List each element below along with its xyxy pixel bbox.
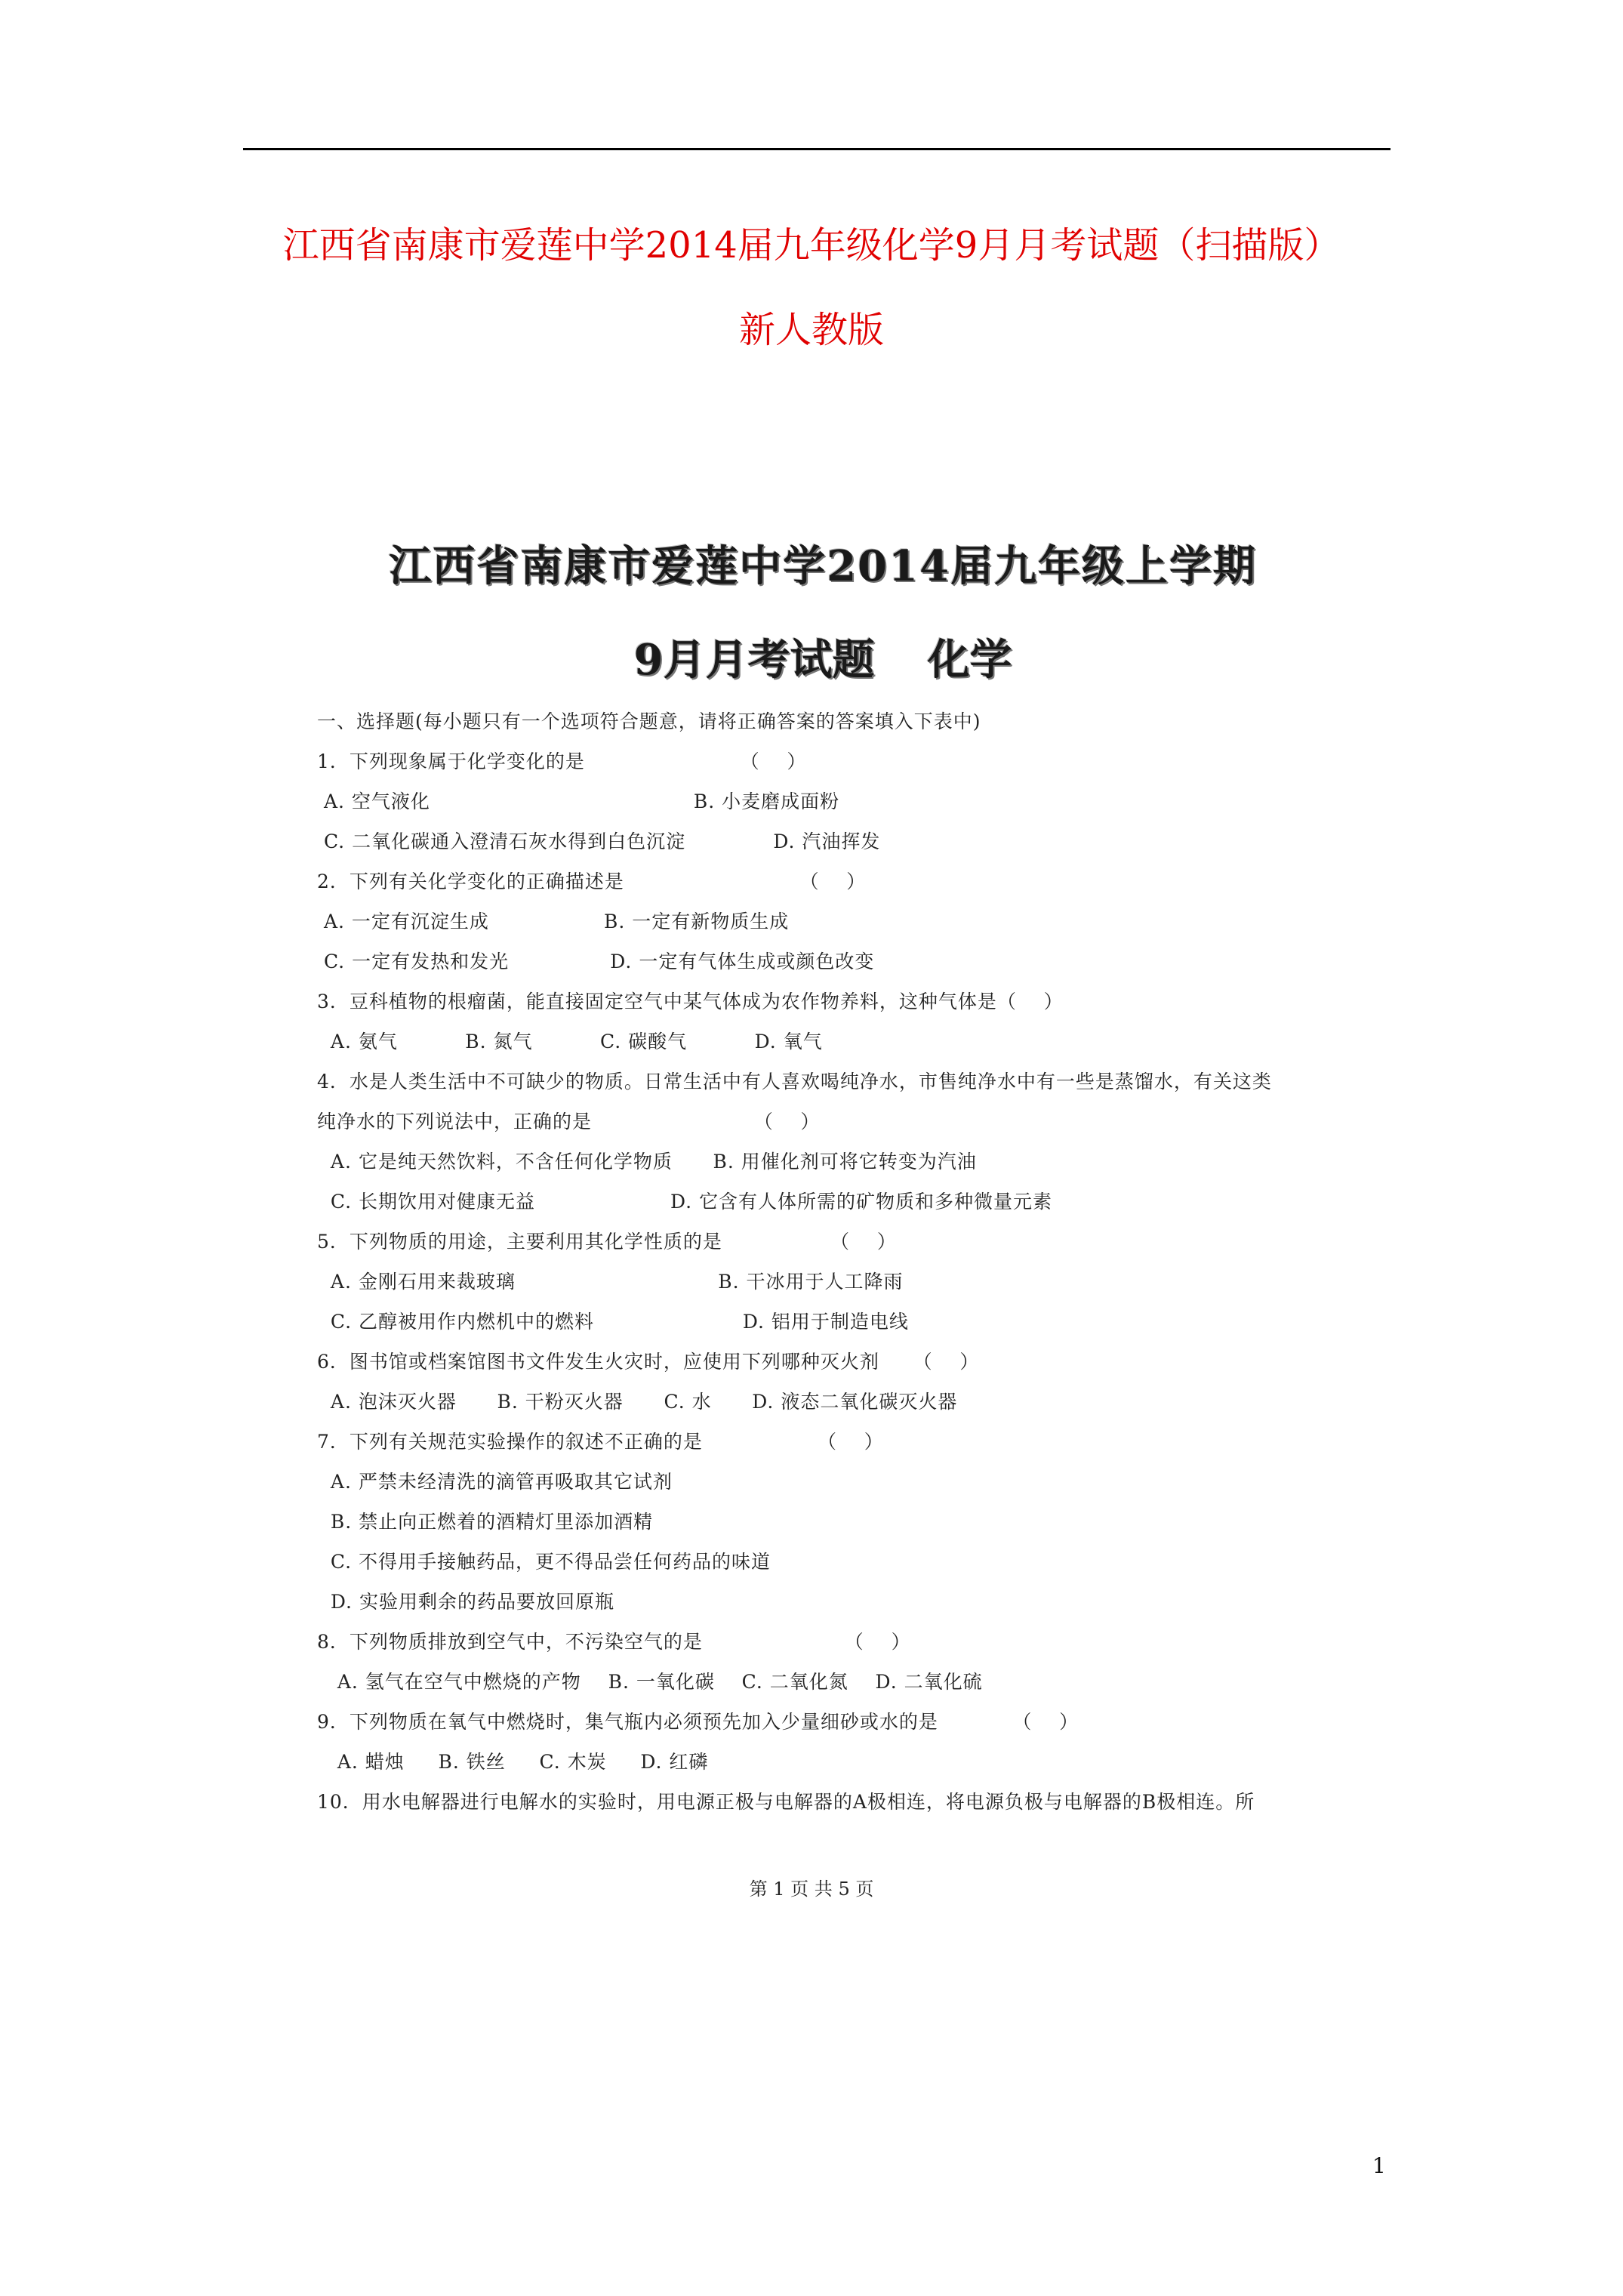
option-line: A. 氨气 B. 氮气 C. 碳酸气 D. 氧气 [317, 1031, 823, 1052]
option-line: A. 它是纯天然饮料，不含任何化学物质 B. 用催化剂可将它转变为汽油 [317, 1151, 977, 1173]
question-line: 9．下列物质在氧气中燃烧时，集气瓶内必须预先加入少量细砂或水的是 （ ） [317, 1711, 1079, 1733]
option-line: C. 一定有发热和发光 D. 一定有气体生成或颜色改变 [317, 951, 875, 972]
question-line: 1．下列现象属于化学变化的是 （ ） [317, 750, 807, 772]
option-line: A. 蜡烛 B. 铁丝 C. 木炭 D. 红磷 [317, 1751, 709, 1773]
option-line: C. 乙醇被用作内燃机中的燃料 D. 铝用于制造电线 [317, 1311, 909, 1333]
question-line: 2．下列有关化学变化的正确描述是 （ ） [317, 871, 867, 892]
option-line: A. 一定有沉淀生成 B. 一定有新物质生成 [317, 911, 790, 932]
question-line: 6．图书馆或档案馆图书文件发生火灾时，应使用下列哪种灭火剂 （ ） [317, 1351, 980, 1373]
question-line: 8．下列物质排放到空气中，不污染空气的是 （ ） [317, 1631, 911, 1653]
question-line: 5．下列物质的用途，主要利用其化学性质的是 （ ） [317, 1231, 897, 1253]
header-rule [243, 148, 1390, 150]
option-line: D. 实验用剩余的药品要放回原瓶 [317, 1591, 614, 1613]
option-line: B. 禁止向正燃着的酒精灯里添加酒精 [317, 1511, 654, 1533]
option-line: A. 金刚石用来裁玻璃 B. 干冰用于人工降雨 [317, 1271, 904, 1293]
exam-subheading-subject: 化学 [927, 635, 1012, 685]
option-line: A. 泡沫灭火器 B. 干粉灭火器 C. 水 D. 液态二氧化碳灭火器 [317, 1391, 958, 1413]
question-line: 3．豆科植物的根瘤菌，能直接固定空气中某气体成为农作物养料，这种气体是（ ） [317, 991, 1064, 1012]
option-line: C. 不得用手接触药品，更不得品尝任何药品的味道 [317, 1551, 771, 1573]
question-line: 7．下列有关规范实验操作的叙述不正确的是 （ ） [317, 1431, 884, 1453]
section-instructions: 一、选择题(每小题只有一个选项符合题意，请将正确答案的答案填入下表中) [317, 710, 981, 732]
option-line: C. 二氧化碳通入澄清石灰水得到白色沉淀 D. 汽油挥发 [317, 831, 881, 852]
scan-page-footer: 第 1 页 共 5 页 [749, 1878, 874, 1900]
option-line: A. 空气液化 B. 小麦磨成面粉 [317, 791, 840, 812]
document-subtitle: 新人教版 [738, 309, 884, 351]
option-line: A. 严禁未经清洗的滴管再吸取其它试剂 [317, 1471, 673, 1493]
question-line: 4．水是人类生活中不可缺少的物质。日常生活中有人喜欢喝纯净水，市售纯净水中有一些是蒸馏水，有关这类 [317, 1071, 1272, 1093]
question-line: 10．用水电解器进行电解水的实验时，用电源正极与电解器的A极相连，将电源负极与电解器的B极相连。所 [317, 1791, 1255, 1813]
page-number: 1 [1372, 2153, 1386, 2178]
document-title: 江西省南康市爱莲中学2014届九年级化学9月月考试题（扫描版） [282, 224, 1341, 267]
exam-heading: 江西省南康市爱莲中学2014届九年级上学期 [389, 541, 1257, 591]
exam-subheading [317, 627, 1329, 687]
option-line: A. 氢气在空气中燃烧的产物 B. 一氧化碳 C. 二氧化氮 D. 二氧化硫 [317, 1671, 983, 1693]
question-line: 纯净水的下列说法中，正确的是 （ ） [317, 1111, 821, 1133]
exam-subheading-title: 9月月考试题 [633, 635, 875, 685]
option-line: C. 长期饮用对健康无益 D. 它含有人体所需的矿物质和多种微量元素 [317, 1191, 1053, 1213]
